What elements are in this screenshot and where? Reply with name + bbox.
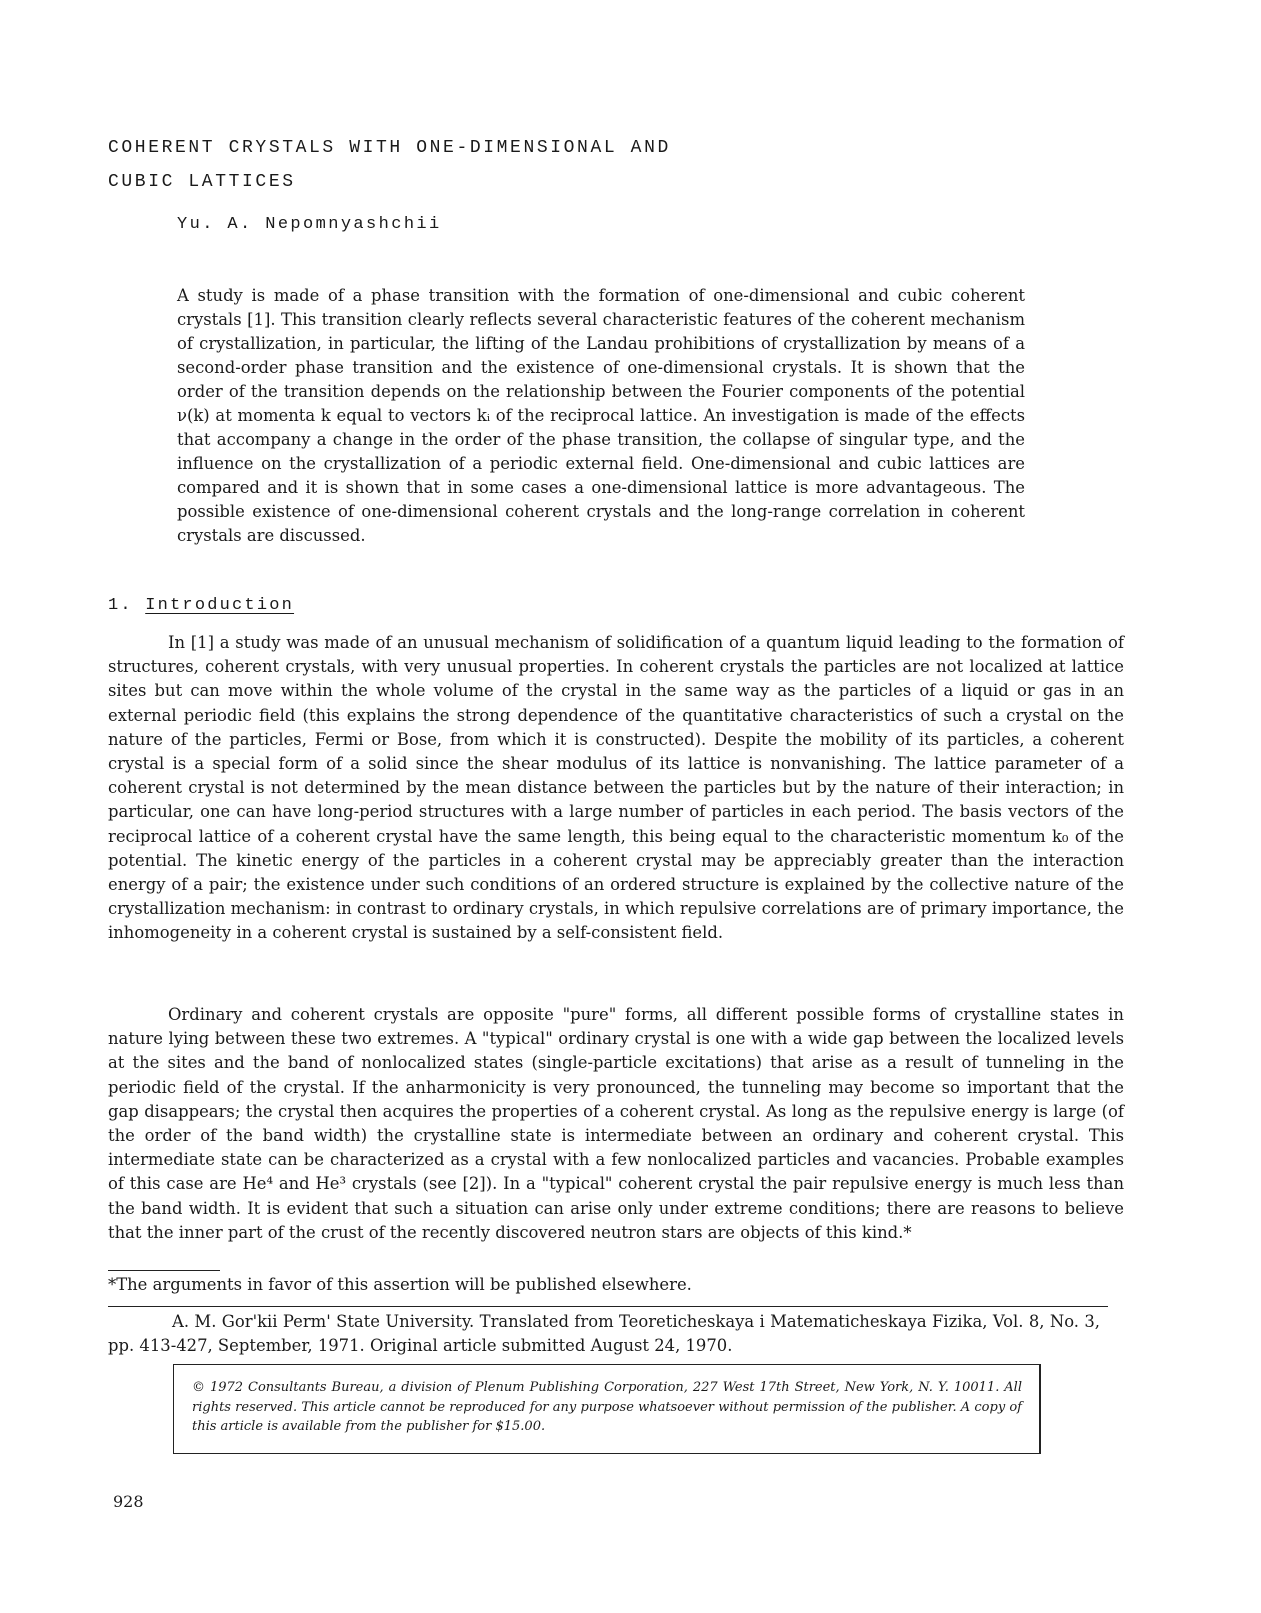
author-name: Yu. A. Nepomnyashchii xyxy=(177,215,442,234)
affiliation-divider xyxy=(108,1306,1108,1307)
title-line-1: COHERENT CRYSTALS WITH ONE-DIMENSIONAL AND xyxy=(108,138,671,158)
paper-title xyxy=(108,131,908,199)
introduction-paragraph-2: Ordinary and coherent crystals are opposite "pure" forms, all different possible forms of crystalline states in nature lying between these two extremes. A "typical" ordinary crystal is one with a wide gap between the localized levels at the sites and the band of nonlocalized states (single-particle excitations) that arise as a result of tunneling in the periodic field of the crystal. If the anharmonicity is very pronounced, the tunneling may become so important that the gap disappears; the crystal then acquires the properties of a coherent crystal. As long as the repulsive energy is large (of the order of the band width) the crystalline state is intermediate between an ordinary and coherent crystal. This intermediate state can be characterized as a crystal with a few nonlocalized particles and vacancies. Probable examples of this case are He⁴ and He³ crystals (see [2]). In a "typical" coherent crystal the pair repulsive energy is much less than the band width. It is evident that such a situation can arise only under extreme conditions; there are reasons to believe that the inner part of the crust of the recently discovered neutron stars are objects of this kind.* xyxy=(108,1005,1124,1242)
page-number: 928 xyxy=(113,1492,144,1511)
footnote: *The arguments in favor of this assertion will be published elsewhere. xyxy=(108,1275,692,1294)
title-line-2: CUBIC LATTICES xyxy=(108,172,296,192)
affiliation-note: A. M. Gor'kii Perm' State University. Translated from Teoreticheskaya i Matematicheskaya Fizika, Vol. 8, No. 3, pp. 413-427, September, 1971. Original article submitted August 24, 1970. xyxy=(108,1312,1100,1355)
copyright-box xyxy=(173,1364,1041,1454)
introduction-paragraph-1: In [1] a study was made of an unusual mechanism of solidification of a quantum liquid leading to the formation of structures, coherent crystals, with very unusual properties. In coherent crystals the particles are not localized at lattice sites but can move within the whole volume of the crystal in the same way as the particles of a liquid or gas in an external periodic field (this explains the strong dependence of the quantitative characteristics of such a crystal on the nature of the particles, Fermi or Bose, from which it is constructed). Despite the mobility of its particles, a coherent crystal is a special form of a solid since the shear modulus of its lattice is nonvanishing. The lattice parameter of a coherent crystal is not determined by the mean distance between the particles but by the nature of their interaction; in particular, one can have long-period structures with a large number of particles in each period. The basis vectors of the reciprocal lattice of a coherent crystal have the same length, this being equal to the characteristic momentum k₀ of the potential. The kinetic energy of the particles in a coherent crystal may be appreciably greater than the interaction energy of a pair; the existence under such conditions of an ordered structure is explained by the collective nature of the crystallization mechanism: in contrast to ordinary crystals, in which repulsive correlations are of primary importance, the inhomogeneity in a coherent crystal is sustained by a self-consistent field. xyxy=(108,633,1124,943)
section-title: Introduction xyxy=(145,596,295,615)
footnote-divider xyxy=(108,1270,220,1271)
abstract: A study is made of a phase transition with the formation of one-dimensional and cubic coherent crystals [1]. This transition clearly reflects several characteristic features of the coherent mechanism of crystallization, in particular, the lifting of the Landau prohibitions of crystallization by means of a second-order phase transition and the existence of one-dimensional crystals. It is shown that the order of the transition depends on the relationship between the Fourier components of the potential ν(k) at momenta k equal to vectors kᵢ of the reciprocal lattice. An investigation is made of the effects that accompany a change in the order of the phase transition, the collapse of singular type, and the influence on the crystallization of a periodic external field. One-dimensional and cubic lattices are compared and it is shown that in some cases a one-dimensional lattice is more advantageous. The possible existence of one-dimensional coherent crystals and the long-range correlation in coherent crystals are discussed. xyxy=(177,286,1025,545)
section-number: 1. xyxy=(108,596,133,615)
section-heading-introduction xyxy=(108,596,294,615)
copyright-notice: © 1972 Consultants Bureau, a division of Plenum Publishing Corporation, 227 West 17th Street, New York, N. Y. 10011. All rights reserved. This article cannot be reproduced for any purpose whatsoever without permission of the publisher. A copy of this article is available from the publisher for $15.00. xyxy=(192,1380,1022,1434)
